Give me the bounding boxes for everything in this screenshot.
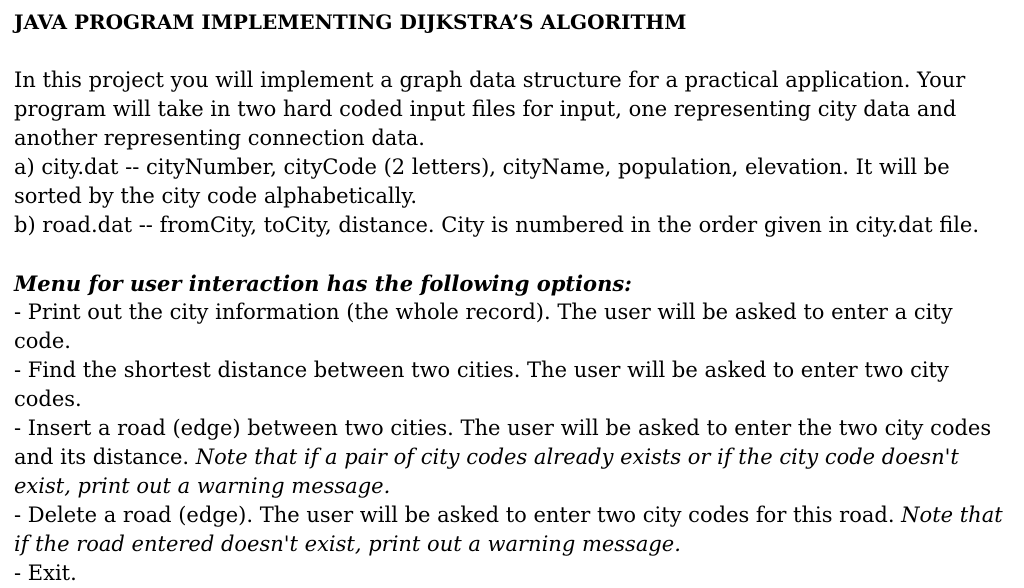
option-note: Note that if the road entered doesn't exist, print out a warning message. (14, 503, 1003, 556)
road-file-description: b) road.dat -- fromCity, toCity, distance. City is numbered in the order given in city.dat file. (14, 213, 980, 237)
option-text: - Find the shortest distance between two cities. The user will be asked to enter two city codes. (14, 358, 949, 411)
city-file-description: a) city.dat -- cityNumber, cityCode (2 letters), cityName, population, elevation. It will be sorted by the city code alphabetically. (14, 155, 950, 208)
menu-option-shortest-distance (14, 356, 1010, 414)
option-text: - Insert a road (edge) between two cities. The user will be asked to enter the two city codes and its distance. (14, 416, 992, 469)
option-note: Note that if a pair of city codes already exists or if the city code doesn't exist, print out a warning message. (14, 445, 959, 498)
menu-option-exit (14, 559, 1010, 588)
intro-paragraph: In this project you will implement a graph data structure for a practical application. Your program will take in two hard coded input files for input, one representing city data and another representing connection data. (14, 68, 966, 150)
menu-option-insert-road (14, 414, 1010, 501)
menu-option-delete-road (14, 501, 1010, 559)
option-text: - Exit. (14, 561, 77, 585)
menu-heading: Menu for user interaction has the following options: (14, 271, 632, 296)
spacer (14, 240, 1010, 269)
document-title: JAVA PROGRAM IMPLEMENTING DIJKSTRA’S ALGORITHM (14, 10, 687, 34)
option-text: - Print out the city information (the whole record). The user will be asked to enter a city code. (14, 300, 953, 353)
menu-option-print-city (14, 298, 1010, 356)
option-text: - Delete a road (edge). The user will be asked to enter two city codes for this road. (14, 503, 902, 527)
spacer (14, 37, 1010, 66)
